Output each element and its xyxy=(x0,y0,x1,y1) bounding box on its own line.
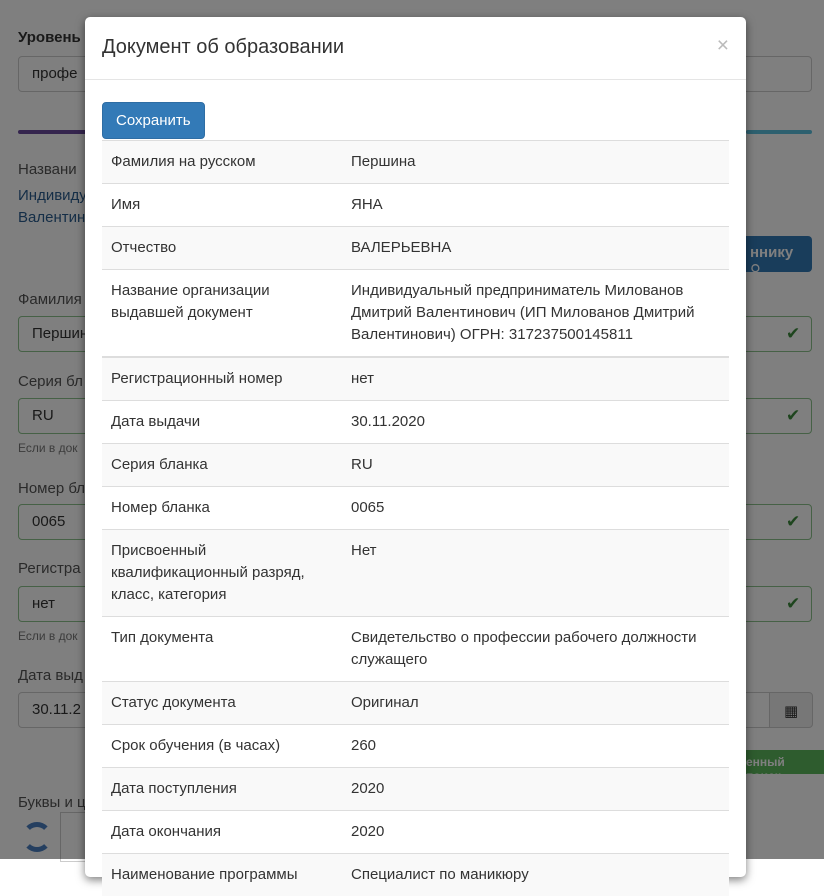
row-value: Специалист по маникюру xyxy=(342,854,729,896)
row-key: Фамилия на русском xyxy=(102,141,342,184)
row-key: Регистрационный номер xyxy=(102,357,342,401)
education-document-modal xyxy=(85,17,746,877)
row-value: 2020 xyxy=(342,768,729,811)
row-key: Дата выдачи xyxy=(102,401,342,444)
row-value: Индивидуальный предприниматель Милованов Дмитрий Валентинович (ИП Милованов Дмитрий Валентинович) ОГРН: 317237500145811 xyxy=(342,270,729,358)
table-row xyxy=(102,725,729,768)
table-row xyxy=(102,270,729,358)
row-key: Присвоенный квалификационный разряд, класс, категория xyxy=(102,530,342,617)
row-value: ВАЛЕРЬЕВНА xyxy=(342,227,729,270)
table-row xyxy=(102,227,729,270)
row-key: Наименование программы xyxy=(102,854,342,896)
table-row xyxy=(102,682,729,725)
row-value: 30.11.2020 xyxy=(342,401,729,444)
close-icon[interactable]: × xyxy=(717,35,729,57)
table-row xyxy=(102,768,729,811)
row-value: 0065 xyxy=(342,487,729,530)
row-key: Срок обучения (в часах) xyxy=(102,725,342,768)
row-key: Название организации выдавшей документ xyxy=(102,270,342,358)
table-row xyxy=(102,141,729,184)
row-value: Оригинал xyxy=(342,682,729,725)
row-value: RU xyxy=(342,444,729,487)
table-row xyxy=(102,811,729,854)
table-row xyxy=(102,487,729,530)
row-value: Нет xyxy=(342,530,729,617)
table-row xyxy=(102,357,729,401)
table-row xyxy=(102,617,729,682)
row-key: Тип документа xyxy=(102,617,342,682)
row-key: Номер бланка xyxy=(102,487,342,530)
row-value: Першина xyxy=(342,141,729,184)
row-key: Отчество xyxy=(102,227,342,270)
modal-title: Документ об образовании xyxy=(102,36,729,59)
table-row xyxy=(102,530,729,617)
row-key: Имя xyxy=(102,184,342,227)
table-row xyxy=(102,401,729,444)
row-value: нет xyxy=(342,357,729,401)
row-key: Серия бланка xyxy=(102,444,342,487)
modal-header xyxy=(85,17,746,80)
table-row xyxy=(102,184,729,227)
row-value: 2020 xyxy=(342,811,729,854)
row-key: Дата поступления xyxy=(102,768,342,811)
row-value: ЯНА xyxy=(342,184,729,227)
table-row xyxy=(102,444,729,487)
row-key: Статус документа xyxy=(102,682,342,725)
row-value: Свидетельство о профессии рабочего должности служащего xyxy=(342,617,729,682)
table-row xyxy=(102,854,729,896)
row-key: Дата окончания xyxy=(102,811,342,854)
save-button[interactable]: Сохранить xyxy=(102,102,205,139)
document-details-table xyxy=(102,140,729,896)
modal-body xyxy=(85,80,746,896)
row-value: 260 xyxy=(342,725,729,768)
